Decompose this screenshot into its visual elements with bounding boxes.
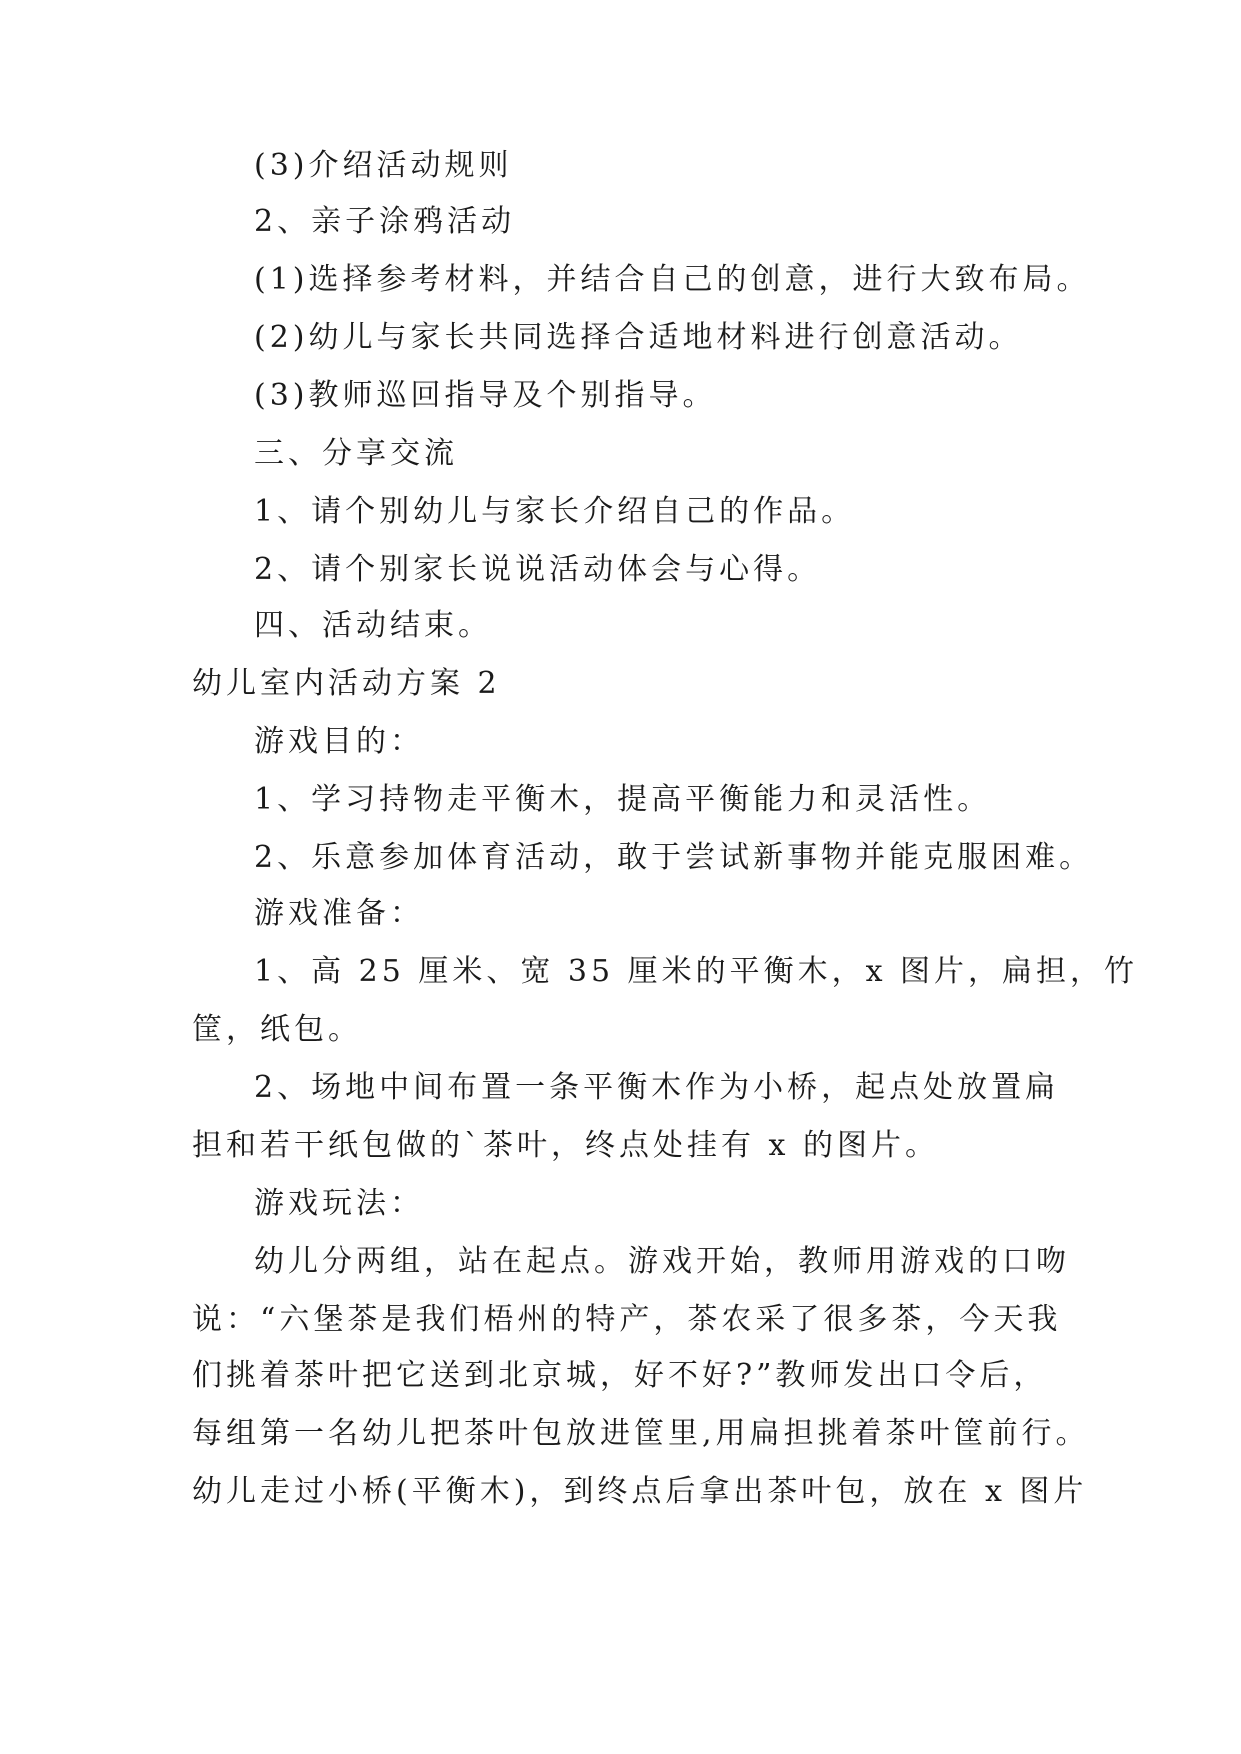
section-heading: 游戏玩法： xyxy=(254,1186,424,1221)
section-heading: 三、分享交流 xyxy=(254,436,458,471)
doc-line: (2)幼儿与家长共同选择合适地材料进行创意活动。 xyxy=(254,320,1023,355)
doc-line: 说：“六堡茶是我们梧州的特产，茶农采了很多茶，今天我 xyxy=(192,1302,1062,1337)
section-heading: 游戏准备： xyxy=(254,896,424,931)
doc-line: 1、高 25 厘米、宽 35 厘米的平衡木，x 图片，扁担，竹 xyxy=(254,954,1139,989)
doc-line: 1、学习持物走平衡木，提高平衡能力和灵活性。 xyxy=(254,782,992,817)
doc-line: 2、场地中间布置一条平衡木作为小桥，起点处放置扁 xyxy=(254,1070,1060,1105)
doc-line: 幼儿走过小桥(平衡木)，到终点后拿出茶叶包，放在 x 图片 xyxy=(192,1474,1088,1509)
doc-line: (3)教师巡回指导及个别指导。 xyxy=(254,378,717,413)
doc-line: 2、请个别家长说说活动体会与心得。 xyxy=(254,552,822,587)
doc-line: (3)介绍活动规则 xyxy=(254,148,513,183)
doc-line: 担和若干纸包做的`茶叶，终点处挂有 x 的图片。 xyxy=(192,1128,939,1163)
doc-line: 们挑着茶叶把它送到北京城，好不好?”教师发出口令后， xyxy=(192,1358,1048,1393)
doc-line: 2、亲子涂鸦活动 xyxy=(254,204,516,239)
doc-line: 每组第一名幼儿把茶叶包放进筐里,用扁担挑着茶叶筐前行。 xyxy=(192,1416,1090,1451)
doc-line: 幼儿分两组，站在起点。游戏开始，教师用游戏的口吻 xyxy=(254,1244,1070,1279)
document-title: 幼儿室内活动方案 2 xyxy=(192,666,501,701)
doc-line: 筐，纸包。 xyxy=(192,1012,362,1047)
doc-line: (1)选择参考材料，并结合自己的创意，进行大致布局。 xyxy=(254,262,1091,297)
section-heading: 四、活动结束。 xyxy=(254,608,492,643)
section-heading: 游戏目的： xyxy=(254,724,424,759)
doc-line: 2、乐意参加体育活动，敢于尝试新事物并能克服困难。 xyxy=(254,840,1094,875)
doc-line: 1、请个别幼儿与家长介绍自己的作品。 xyxy=(254,494,856,529)
